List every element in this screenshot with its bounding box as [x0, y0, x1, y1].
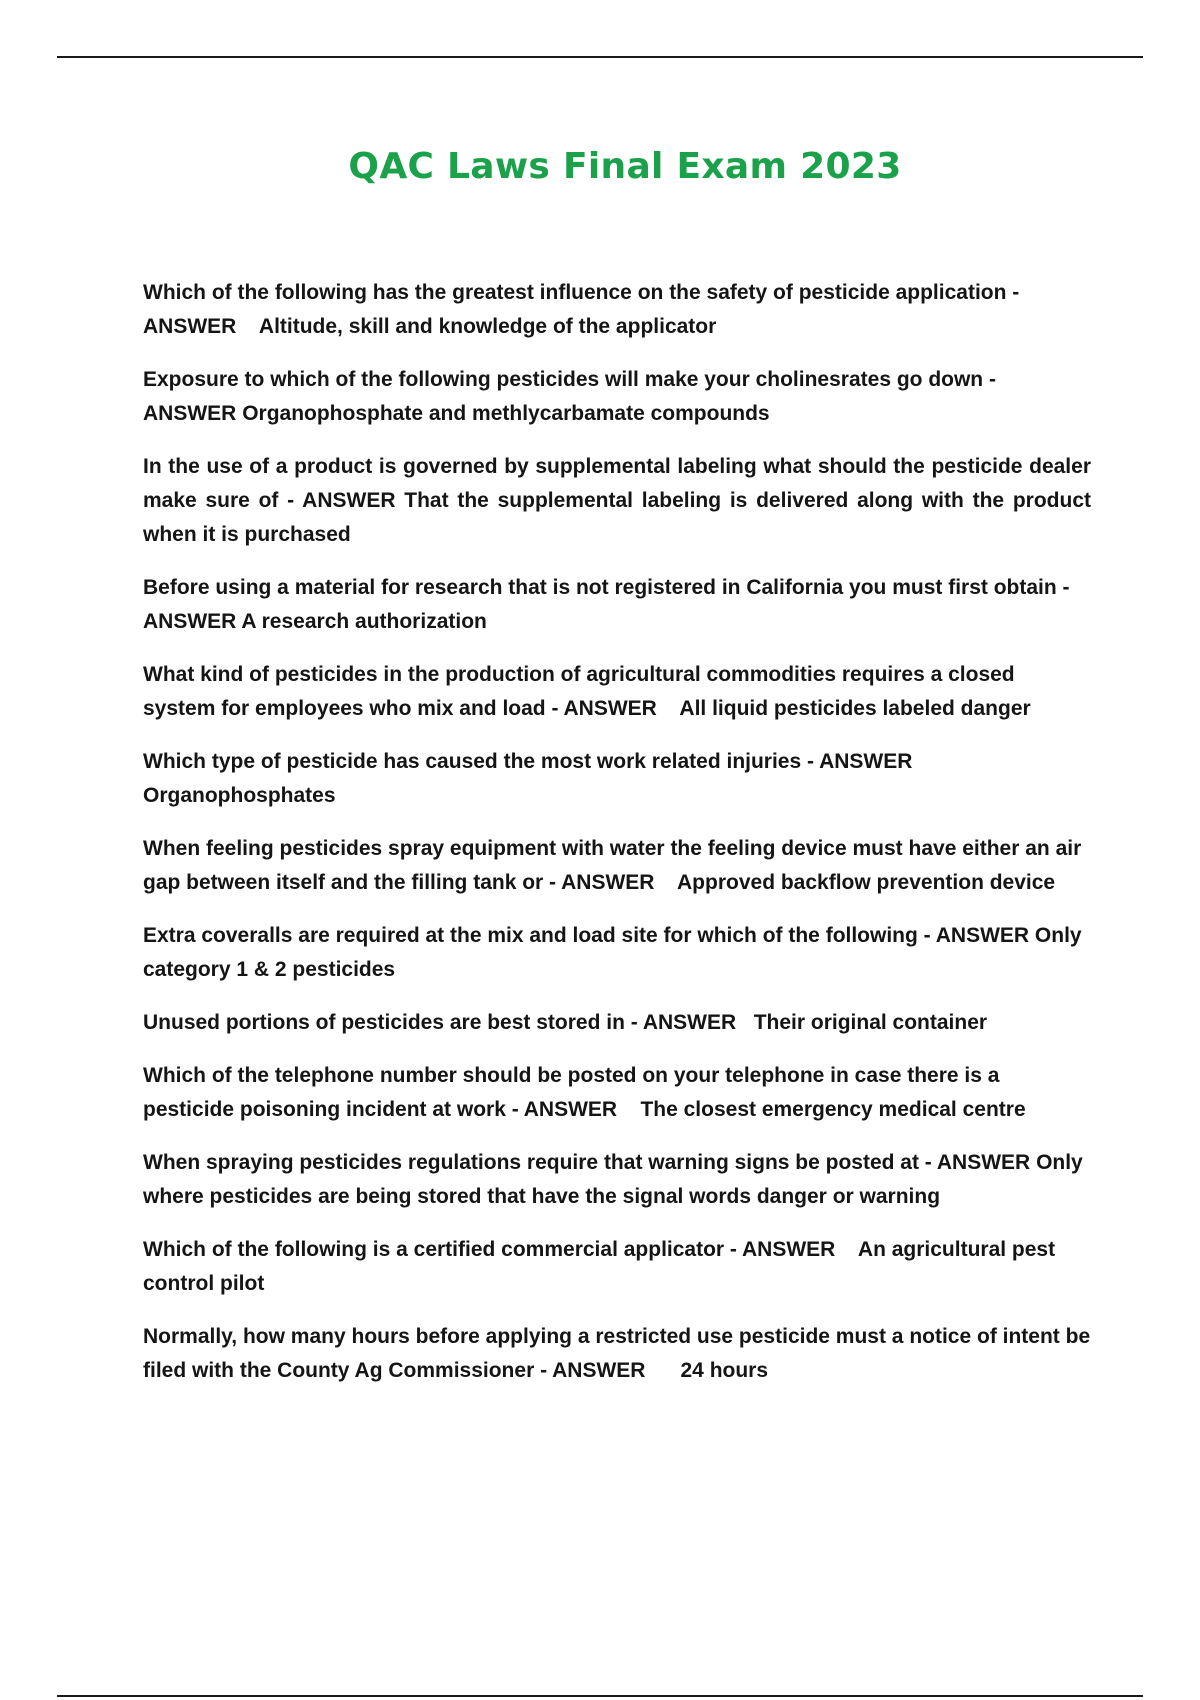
question-text: In the use of a product is governed by supplemental labeling what should the pesticide dealer make sure of -	[143, 455, 1091, 512]
question-text: Which of the following is a certified commercial applicator -	[143, 1238, 737, 1261]
qa-item	[143, 571, 1091, 639]
question-text: Normally, how many hours before applying a restricted use pesticide must a notice of intent be filed with the County Ag Commissioner -	[143, 1325, 1091, 1382]
answer-marker: ANSWER	[143, 402, 237, 425]
answer-text: Approved backflow prevention device	[677, 871, 1056, 894]
question-text: Which type of pesticide has caused the most work related injuries -	[143, 750, 814, 773]
answer-text: Organophosphates	[143, 784, 336, 807]
qa-item	[143, 450, 1091, 552]
answer-text: That the supplemental labeling is delivered along with the product when it is purchased	[143, 489, 1091, 546]
question-text: Which of the following has the greatest influence on the safety of pesticide application -	[143, 281, 1020, 304]
qa-item	[143, 832, 1091, 900]
question-text: Before using a material for research that is not registered in California you must first obtain -	[143, 576, 1070, 599]
answer-marker: ANSWER	[143, 610, 237, 633]
qa-item	[143, 1320, 1091, 1388]
question-text: Which of the telephone number should be posted on your telephone in case there is a pesticide poisoning incident at work -	[143, 1064, 1000, 1121]
answer-marker: ANSWER	[642, 1011, 737, 1034]
answer-text: Altitude, skill and knowledge of the applicator	[258, 315, 717, 338]
answer-marker: ANSWER	[563, 697, 657, 720]
top-divider	[57, 56, 1143, 58]
qa-item	[143, 658, 1091, 726]
answer-text: All liquid pesticides labeled danger	[679, 697, 1031, 720]
answer-text: Only where pesticides are being stored that have the signal words danger or warning	[143, 1151, 1083, 1208]
answer-marker: ANSWER	[552, 1359, 646, 1382]
qa-item	[143, 1233, 1091, 1301]
qa-item	[143, 1146, 1091, 1214]
answer-marker: ANSWER	[143, 315, 237, 338]
qa-item	[143, 1006, 1091, 1040]
answer-marker: ANSWER	[936, 1151, 1031, 1174]
question-text: Unused portions of pesticides are best stored in -	[143, 1011, 638, 1034]
question-text: When feeling pesticides spray equipment with water the feeling device must have either an air gap between itself and the filling tank or -	[143, 837, 1082, 894]
answer-text: The closest emergency medical centre	[640, 1098, 1026, 1121]
answer-marker: ANSWER	[935, 924, 1030, 947]
qa-item	[143, 919, 1091, 987]
answer-text: Organophosphate and methlycarbamate compounds	[242, 402, 770, 425]
answer-marker: ANSWER	[302, 489, 396, 512]
question-text: Extra coveralls are required at the mix and load site for which of the following -	[143, 924, 931, 947]
qa-item	[143, 1059, 1091, 1127]
question-list	[143, 276, 1091, 1407]
answer-marker: ANSWER	[523, 1098, 618, 1121]
qa-item	[143, 276, 1091, 344]
question-text: Exposure to which of the following pesticides will make your cholinesrates go down -	[143, 368, 996, 391]
question-text: What kind of pesticides in the production of agricultural commodities requires a closed system for employees who mix and load -	[143, 663, 1015, 720]
qa-item	[143, 745, 1091, 813]
qa-item	[143, 363, 1091, 431]
answer-text: A research authorization	[241, 610, 487, 633]
document-title: QAC Laws Final Exam 2023	[348, 146, 902, 187]
answer-text: 24 hours	[680, 1359, 769, 1382]
question-text: When spraying pesticides regulations require that warning signs be posted at -	[143, 1151, 932, 1174]
answer-marker: ANSWER	[819, 750, 913, 773]
answer-marker: ANSWER	[742, 1238, 836, 1261]
answer-text: Their original container	[753, 1011, 988, 1034]
answer-text: An agricultural pest control pilot	[143, 1238, 1056, 1295]
answer-text: Only category 1 & 2 pesticides	[143, 924, 1082, 981]
answer-marker: ANSWER	[561, 871, 655, 894]
bottom-divider	[57, 1695, 1143, 1697]
